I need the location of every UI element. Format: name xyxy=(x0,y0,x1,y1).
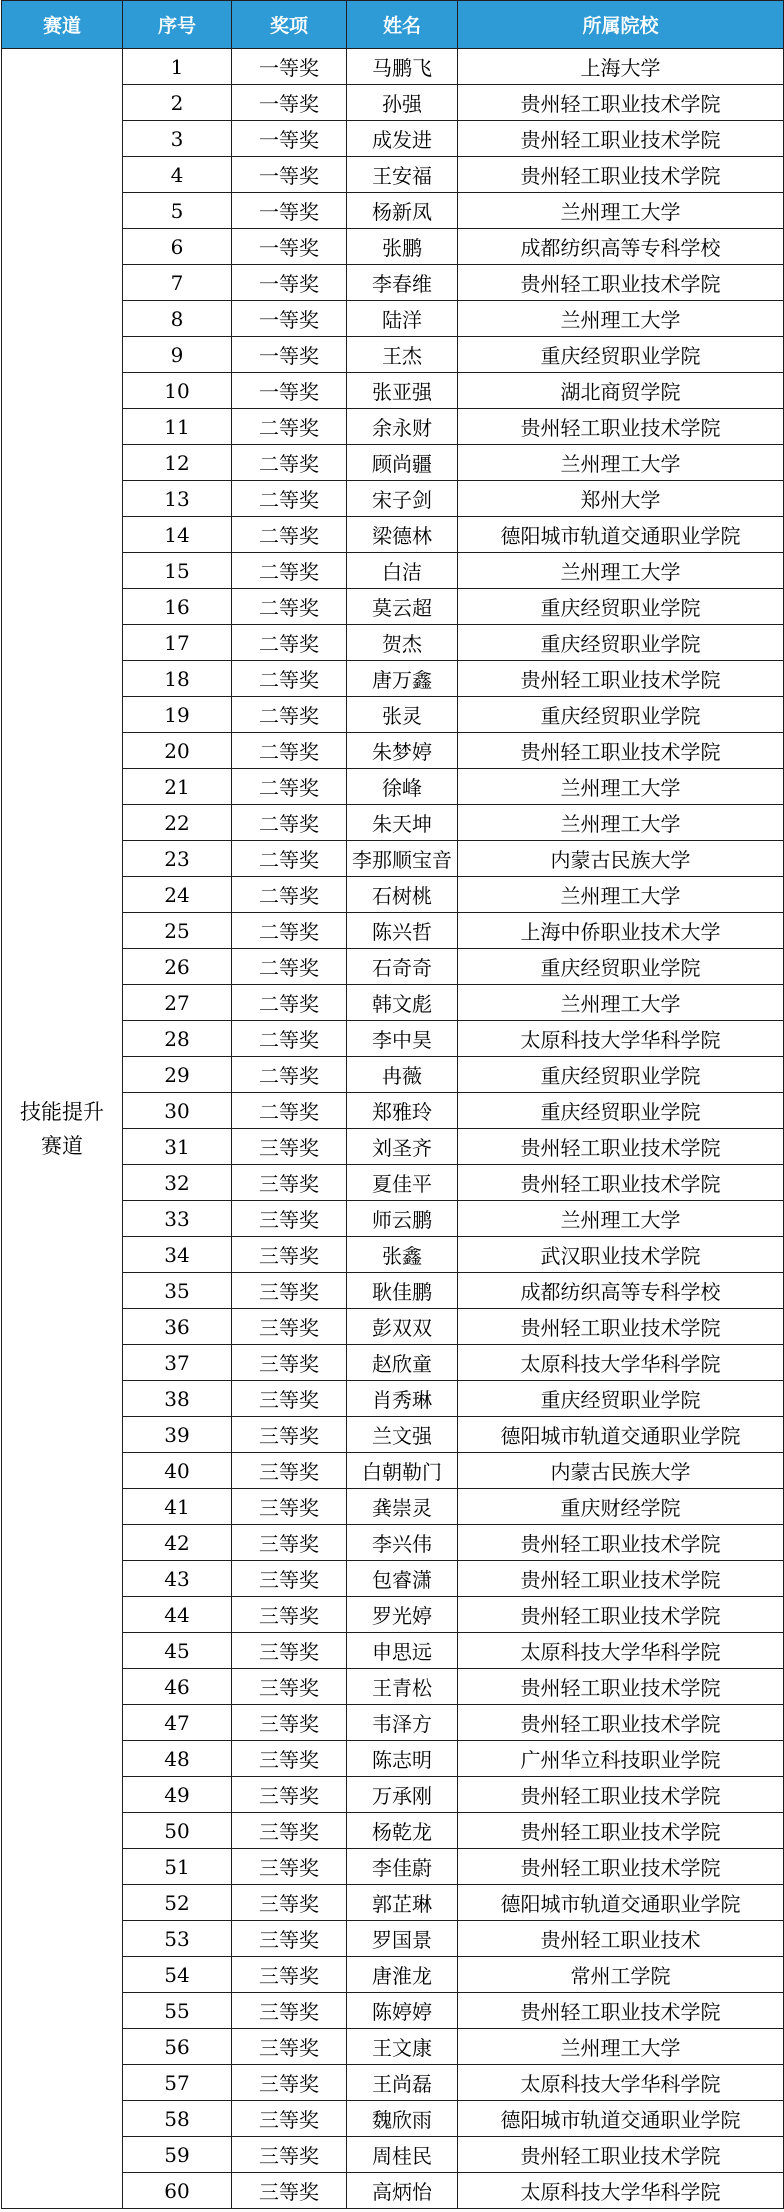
number-cell: 24 xyxy=(123,877,232,913)
award-cell: 二等奖 xyxy=(232,1021,347,1057)
name-cell: 陆洋 xyxy=(347,301,458,337)
award-cell: 二等奖 xyxy=(232,553,347,589)
number-cell: 14 xyxy=(123,517,232,553)
school-cell: 兰州理工大学 xyxy=(458,193,784,229)
award-table xyxy=(1,0,784,2209)
number-cell: 1 xyxy=(123,49,232,85)
name-cell: 王文康 xyxy=(347,2029,458,2065)
school-cell: 贵州轻工职业技术学院 xyxy=(458,1525,784,1561)
table-row xyxy=(2,49,784,85)
award-cell: 一等奖 xyxy=(232,265,347,301)
name-cell: 王尚磊 xyxy=(347,2065,458,2101)
number-cell: 37 xyxy=(123,1345,232,1381)
school-cell: 兰州理工大学 xyxy=(458,2029,784,2065)
school-cell: 贵州轻工职业技术学院 xyxy=(458,157,784,193)
school-cell: 贵州轻工职业技术学院 xyxy=(458,1309,784,1345)
award-cell: 三等奖 xyxy=(232,1777,347,1813)
school-cell: 兰州理工大学 xyxy=(458,769,784,805)
award-cell: 三等奖 xyxy=(232,2137,347,2173)
number-cell: 13 xyxy=(123,481,232,517)
award-cell: 二等奖 xyxy=(232,913,347,949)
school-cell: 兰州理工大学 xyxy=(458,1201,784,1237)
name-cell: 王杰 xyxy=(347,337,458,373)
header-school: 所属院校 xyxy=(458,1,784,49)
award-cell: 一等奖 xyxy=(232,229,347,265)
name-cell: 李那顺宝音 xyxy=(347,841,458,877)
number-cell: 59 xyxy=(123,2137,232,2173)
award-cell: 三等奖 xyxy=(232,1309,347,1345)
number-cell: 6 xyxy=(123,229,232,265)
number-cell: 23 xyxy=(123,841,232,877)
school-cell: 德阳城市轨道交通职业学院 xyxy=(458,517,784,553)
award-cell: 一等奖 xyxy=(232,301,347,337)
school-cell: 重庆经贸职业学院 xyxy=(458,949,784,985)
award-cell: 三等奖 xyxy=(232,1813,347,1849)
name-cell: 石奇奇 xyxy=(347,949,458,985)
award-cell: 二等奖 xyxy=(232,985,347,1021)
school-cell: 内蒙古民族大学 xyxy=(458,841,784,877)
number-cell: 41 xyxy=(123,1489,232,1525)
header-track: 赛道 xyxy=(2,1,123,49)
school-cell: 重庆经贸职业学院 xyxy=(458,337,784,373)
name-cell: 唐淮龙 xyxy=(347,1957,458,1993)
header-row xyxy=(2,1,784,49)
header-award: 奖项 xyxy=(232,1,347,49)
award-cell: 三等奖 xyxy=(232,1237,347,1273)
award-cell: 二等奖 xyxy=(232,481,347,517)
school-cell: 成都纺织高等专科学校 xyxy=(458,1273,784,1309)
school-cell: 重庆经贸职业学院 xyxy=(458,589,784,625)
number-cell: 49 xyxy=(123,1777,232,1813)
name-cell: 杨新凤 xyxy=(347,193,458,229)
school-cell: 重庆经贸职业学院 xyxy=(458,697,784,733)
name-cell: 朱梦婷 xyxy=(347,733,458,769)
award-cell: 二等奖 xyxy=(232,1093,347,1129)
award-cell: 二等奖 xyxy=(232,1057,347,1093)
award-cell: 三等奖 xyxy=(232,2029,347,2065)
name-cell: 韩文彪 xyxy=(347,985,458,1021)
school-cell: 兰州理工大学 xyxy=(458,445,784,481)
number-cell: 3 xyxy=(123,121,232,157)
award-cell: 二等奖 xyxy=(232,661,347,697)
award-cell: 一等奖 xyxy=(232,49,347,85)
award-cell: 二等奖 xyxy=(232,841,347,877)
name-cell: 张亚强 xyxy=(347,373,458,409)
number-cell: 22 xyxy=(123,805,232,841)
school-cell: 兰州理工大学 xyxy=(458,301,784,337)
award-cell: 二等奖 xyxy=(232,769,347,805)
number-cell: 32 xyxy=(123,1165,232,1201)
number-cell: 25 xyxy=(123,913,232,949)
number-cell: 40 xyxy=(123,1453,232,1489)
award-cell: 二等奖 xyxy=(232,805,347,841)
school-cell: 内蒙古民族大学 xyxy=(458,1453,784,1489)
name-cell: 郭芷琳 xyxy=(347,1885,458,1921)
name-cell: 赵欣童 xyxy=(347,1345,458,1381)
school-cell: 重庆经贸职业学院 xyxy=(458,1093,784,1129)
name-cell: 韦泽方 xyxy=(347,1705,458,1741)
award-cell: 三等奖 xyxy=(232,1345,347,1381)
number-cell: 17 xyxy=(123,625,232,661)
school-cell: 贵州轻工职业技术学院 xyxy=(458,1813,784,1849)
award-cell: 三等奖 xyxy=(232,1201,347,1237)
school-cell: 贵州轻工职业技术学院 xyxy=(458,409,784,445)
name-cell: 徐峰 xyxy=(347,769,458,805)
track-cell: 技能提升 赛道 xyxy=(2,49,123,2209)
school-cell: 重庆经贸职业学院 xyxy=(458,1057,784,1093)
award-cell: 三等奖 xyxy=(232,1633,347,1669)
school-cell: 德阳城市轨道交通职业学院 xyxy=(458,2101,784,2137)
award-cell: 二等奖 xyxy=(232,949,347,985)
school-cell: 贵州轻工职业技术学院 xyxy=(458,85,784,121)
school-cell: 贵州轻工职业技术学院 xyxy=(458,1705,784,1741)
number-cell: 57 xyxy=(123,2065,232,2101)
name-cell: 万承刚 xyxy=(347,1777,458,1813)
name-cell: 包睿潇 xyxy=(347,1561,458,1597)
school-cell: 贵州轻工职业技术学院 xyxy=(458,1165,784,1201)
number-cell: 44 xyxy=(123,1597,232,1633)
award-cell: 三等奖 xyxy=(232,1705,347,1741)
school-cell: 贵州轻工职业技术学院 xyxy=(458,1561,784,1597)
name-cell: 贺杰 xyxy=(347,625,458,661)
name-cell: 莫云超 xyxy=(347,589,458,625)
award-cell: 三等奖 xyxy=(232,1561,347,1597)
name-cell: 王安福 xyxy=(347,157,458,193)
school-cell: 德阳城市轨道交通职业学院 xyxy=(458,1417,784,1453)
school-cell: 贵州轻工职业技术学院 xyxy=(458,2137,784,2173)
name-cell: 周桂民 xyxy=(347,2137,458,2173)
name-cell: 魏欣雨 xyxy=(347,2101,458,2137)
school-cell: 德阳城市轨道交通职业学院 xyxy=(458,1885,784,1921)
name-cell: 梁德林 xyxy=(347,517,458,553)
school-cell: 重庆经贸职业学院 xyxy=(458,1381,784,1417)
school-cell: 太原科技大学华科学院 xyxy=(458,1021,784,1057)
school-cell: 贵州轻工职业技术学院 xyxy=(458,1669,784,1705)
name-cell: 唐万鑫 xyxy=(347,661,458,697)
name-cell: 龚崇灵 xyxy=(347,1489,458,1525)
award-cell: 一等奖 xyxy=(232,337,347,373)
number-cell: 53 xyxy=(123,1921,232,1957)
number-cell: 29 xyxy=(123,1057,232,1093)
name-cell: 余永财 xyxy=(347,409,458,445)
award-cell: 三等奖 xyxy=(232,1453,347,1489)
school-cell: 郑州大学 xyxy=(458,481,784,517)
name-cell: 顾尚疆 xyxy=(347,445,458,481)
award-cell: 一等奖 xyxy=(232,157,347,193)
school-cell: 兰州理工大学 xyxy=(458,877,784,913)
number-cell: 12 xyxy=(123,445,232,481)
number-cell: 28 xyxy=(123,1021,232,1057)
name-cell: 白洁 xyxy=(347,553,458,589)
school-cell: 常州工学院 xyxy=(458,1957,784,1993)
name-cell: 师云鹏 xyxy=(347,1201,458,1237)
school-cell: 重庆财经学院 xyxy=(458,1489,784,1525)
award-cell: 二等奖 xyxy=(232,697,347,733)
number-cell: 26 xyxy=(123,949,232,985)
number-cell: 56 xyxy=(123,2029,232,2065)
name-cell: 张灵 xyxy=(347,697,458,733)
name-cell: 李兴伟 xyxy=(347,1525,458,1561)
award-cell: 三等奖 xyxy=(232,1993,347,2029)
number-cell: 48 xyxy=(123,1741,232,1777)
name-cell: 耿佳鹏 xyxy=(347,1273,458,1309)
number-cell: 36 xyxy=(123,1309,232,1345)
name-cell: 朱天坤 xyxy=(347,805,458,841)
school-cell: 太原科技大学华科学院 xyxy=(458,2065,784,2101)
school-cell: 太原科技大学华科学院 xyxy=(458,1345,784,1381)
number-cell: 54 xyxy=(123,1957,232,1993)
name-cell: 白朝勒门 xyxy=(347,1453,458,1489)
award-cell: 二等奖 xyxy=(232,409,347,445)
school-cell: 贵州轻工职业技术学院 xyxy=(458,1129,784,1165)
number-cell: 10 xyxy=(123,373,232,409)
award-cell: 二等奖 xyxy=(232,517,347,553)
number-cell: 30 xyxy=(123,1093,232,1129)
name-cell: 兰文强 xyxy=(347,1417,458,1453)
award-cell: 三等奖 xyxy=(232,1885,347,1921)
number-cell: 20 xyxy=(123,733,232,769)
award-cell: 三等奖 xyxy=(232,1525,347,1561)
name-cell: 陈志明 xyxy=(347,1741,458,1777)
award-cell: 三等奖 xyxy=(232,2173,347,2209)
name-cell: 冉薇 xyxy=(347,1057,458,1093)
school-cell: 上海中侨职业技术大学 xyxy=(458,913,784,949)
award-cell: 二等奖 xyxy=(232,625,347,661)
name-cell: 高炳怡 xyxy=(347,2173,458,2209)
name-cell: 王青松 xyxy=(347,1669,458,1705)
school-cell: 贵州轻工职业技术学院 xyxy=(458,733,784,769)
number-cell: 11 xyxy=(123,409,232,445)
school-cell: 贵州轻工职业技术学院 xyxy=(458,121,784,157)
award-cell: 三等奖 xyxy=(232,1417,347,1453)
award-cell: 一等奖 xyxy=(232,121,347,157)
school-cell: 湖北商贸学院 xyxy=(458,373,784,409)
award-cell: 三等奖 xyxy=(232,1273,347,1309)
school-cell: 兰州理工大学 xyxy=(458,985,784,1021)
award-cell: 三等奖 xyxy=(232,1957,347,1993)
number-cell: 15 xyxy=(123,553,232,589)
name-cell: 陈兴哲 xyxy=(347,913,458,949)
award-cell: 三等奖 xyxy=(232,1669,347,1705)
school-cell: 太原科技大学华科学院 xyxy=(458,2173,784,2209)
number-cell: 9 xyxy=(123,337,232,373)
award-cell: 二等奖 xyxy=(232,445,347,481)
number-cell: 31 xyxy=(123,1129,232,1165)
name-cell: 张鹏 xyxy=(347,229,458,265)
name-cell: 彭双双 xyxy=(347,1309,458,1345)
award-cell: 三等奖 xyxy=(232,2065,347,2101)
number-cell: 33 xyxy=(123,1201,232,1237)
number-cell: 7 xyxy=(123,265,232,301)
name-cell: 宋子剑 xyxy=(347,481,458,517)
school-cell: 贵州轻工职业技术学院 xyxy=(458,265,784,301)
name-cell: 刘圣齐 xyxy=(347,1129,458,1165)
number-cell: 47 xyxy=(123,1705,232,1741)
school-cell: 贵州轻工职业技术学院 xyxy=(458,1993,784,2029)
school-cell: 贵州轻工职业技术 xyxy=(458,1921,784,1957)
name-cell: 孙强 xyxy=(347,85,458,121)
school-cell: 太原科技大学华科学院 xyxy=(458,1633,784,1669)
award-cell: 二等奖 xyxy=(232,877,347,913)
school-cell: 重庆经贸职业学院 xyxy=(458,625,784,661)
name-cell: 郑雅玲 xyxy=(347,1093,458,1129)
award-cell: 三等奖 xyxy=(232,1597,347,1633)
number-cell: 5 xyxy=(123,193,232,229)
award-cell: 二等奖 xyxy=(232,589,347,625)
award-cell: 二等奖 xyxy=(232,733,347,769)
number-cell: 52 xyxy=(123,1885,232,1921)
number-cell: 18 xyxy=(123,661,232,697)
name-cell: 李中昊 xyxy=(347,1021,458,1057)
header-name: 姓名 xyxy=(347,1,458,49)
name-cell: 石树桃 xyxy=(347,877,458,913)
school-cell: 武汉职业技术学院 xyxy=(458,1237,784,1273)
award-cell: 三等奖 xyxy=(232,1489,347,1525)
school-cell: 贵州轻工职业技术学院 xyxy=(458,661,784,697)
number-cell: 46 xyxy=(123,1669,232,1705)
name-cell: 肖秀琳 xyxy=(347,1381,458,1417)
number-cell: 34 xyxy=(123,1237,232,1273)
name-cell: 张鑫 xyxy=(347,1237,458,1273)
school-cell: 贵州轻工职业技术学院 xyxy=(458,1849,784,1885)
number-cell: 2 xyxy=(123,85,232,121)
name-cell: 马鹏飞 xyxy=(347,49,458,85)
school-cell: 成都纺织高等专科学校 xyxy=(458,229,784,265)
number-cell: 4 xyxy=(123,157,232,193)
number-cell: 42 xyxy=(123,1525,232,1561)
number-cell: 43 xyxy=(123,1561,232,1597)
number-cell: 55 xyxy=(123,1993,232,2029)
name-cell: 罗国景 xyxy=(347,1921,458,1957)
school-cell: 贵州轻工职业技术学院 xyxy=(458,1777,784,1813)
number-cell: 51 xyxy=(123,1849,232,1885)
name-cell: 申思远 xyxy=(347,1633,458,1669)
award-cell: 三等奖 xyxy=(232,1741,347,1777)
number-cell: 19 xyxy=(123,697,232,733)
award-cell: 三等奖 xyxy=(232,1129,347,1165)
award-cell: 三等奖 xyxy=(232,2101,347,2137)
school-cell: 上海大学 xyxy=(458,49,784,85)
award-cell: 一等奖 xyxy=(232,85,347,121)
school-cell: 广州华立科技职业学院 xyxy=(458,1741,784,1777)
school-cell: 贵州轻工职业技术学院 xyxy=(458,1597,784,1633)
number-cell: 38 xyxy=(123,1381,232,1417)
number-cell: 27 xyxy=(123,985,232,1021)
award-cell: 三等奖 xyxy=(232,1381,347,1417)
name-cell: 杨乾龙 xyxy=(347,1813,458,1849)
award-cell: 一等奖 xyxy=(232,373,347,409)
number-cell: 45 xyxy=(123,1633,232,1669)
number-cell: 21 xyxy=(123,769,232,805)
number-cell: 58 xyxy=(123,2101,232,2137)
name-cell: 成发进 xyxy=(347,121,458,157)
number-cell: 39 xyxy=(123,1417,232,1453)
number-cell: 16 xyxy=(123,589,232,625)
award-cell: 一等奖 xyxy=(232,193,347,229)
award-cell: 三等奖 xyxy=(232,1165,347,1201)
number-cell: 60 xyxy=(123,2173,232,2209)
award-cell: 三等奖 xyxy=(232,1921,347,1957)
header-number: 序号 xyxy=(123,1,232,49)
number-cell: 50 xyxy=(123,1813,232,1849)
award-cell: 三等奖 xyxy=(232,1849,347,1885)
name-cell: 陈婷婷 xyxy=(347,1993,458,2029)
school-cell: 兰州理工大学 xyxy=(458,553,784,589)
name-cell: 夏佳平 xyxy=(347,1165,458,1201)
number-cell: 8 xyxy=(123,301,232,337)
school-cell: 兰州理工大学 xyxy=(458,805,784,841)
number-cell: 35 xyxy=(123,1273,232,1309)
name-cell: 李春维 xyxy=(347,265,458,301)
name-cell: 李佳蔚 xyxy=(347,1849,458,1885)
name-cell: 罗光婷 xyxy=(347,1597,458,1633)
